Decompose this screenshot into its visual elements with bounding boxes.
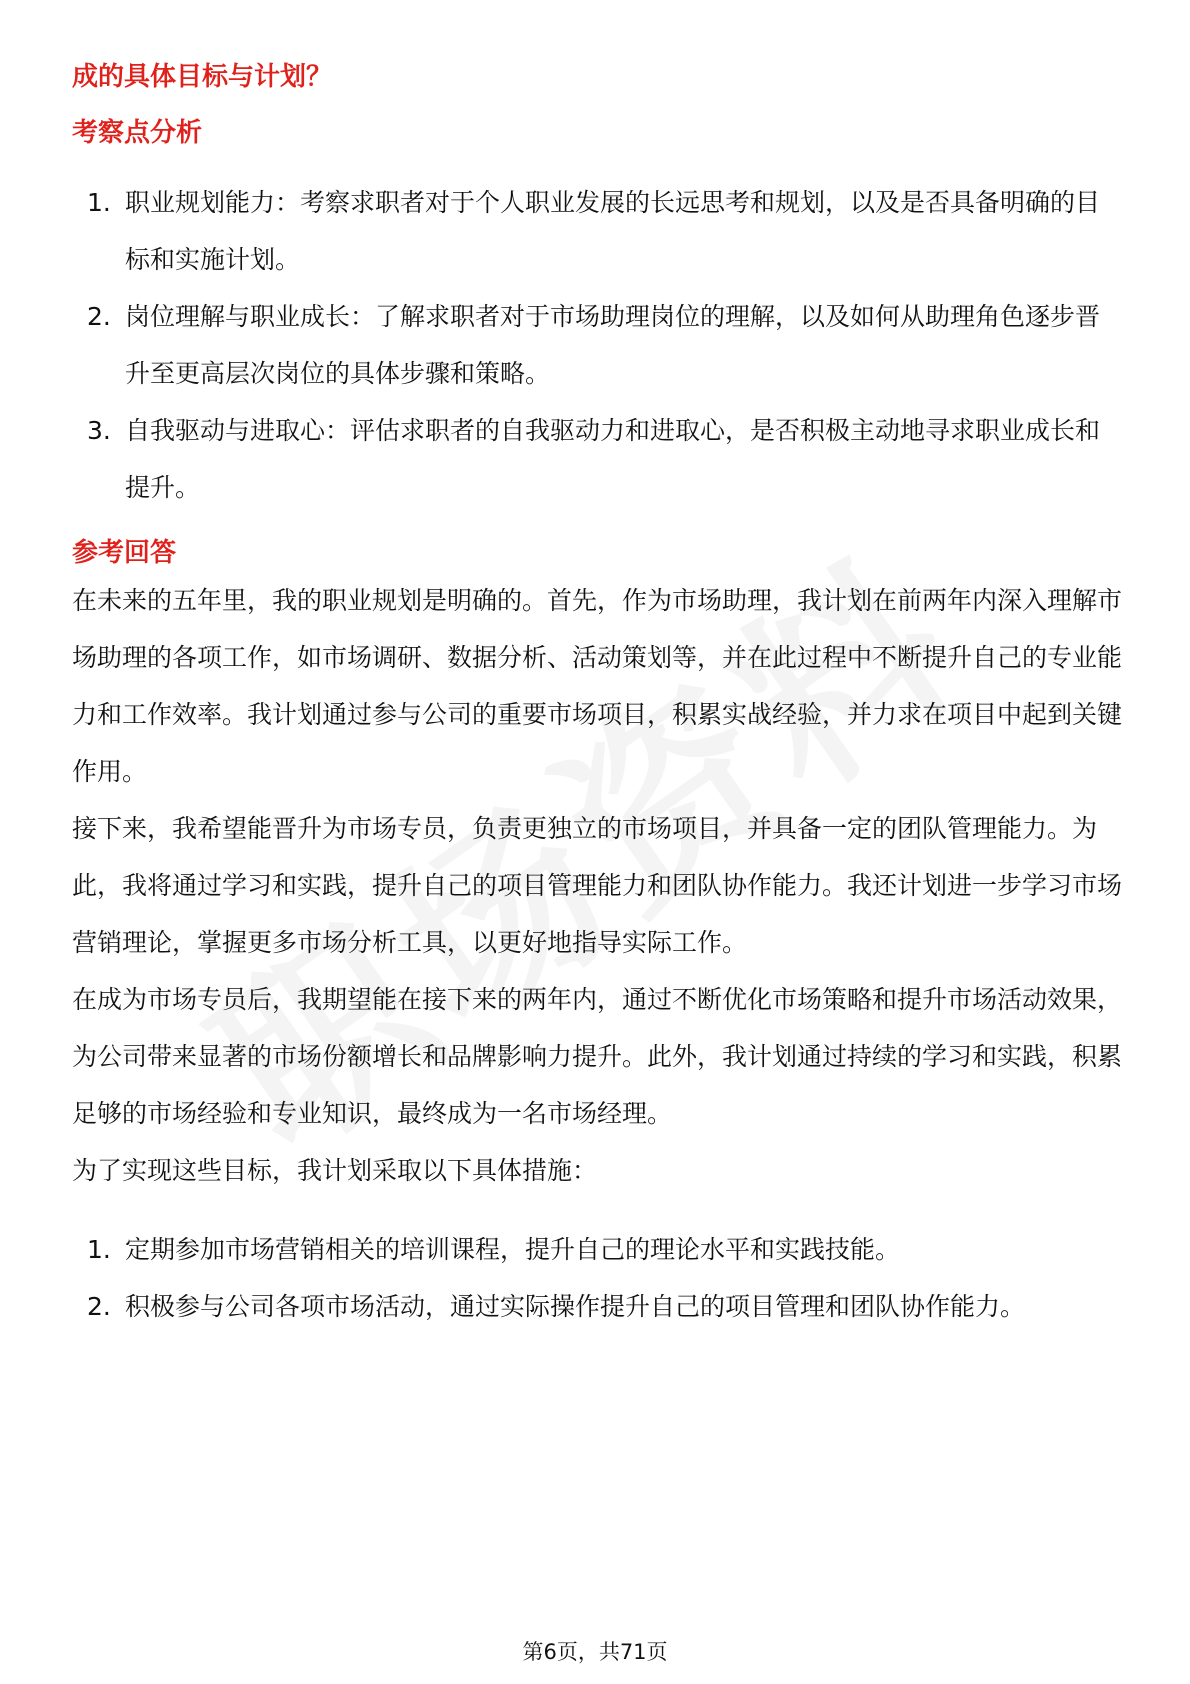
list-item-text: 职业规划能力：考察求职者对于个人职业发展的长远思考和规划，以及是否具备明确的目标和实施计划。 xyxy=(125,188,1101,274)
list-item-text: 自我驱动与进取心：评估求职者的自我驱动力和进取心，是否积极主动地寻求职业成长和提升。 xyxy=(125,416,1101,502)
answer-paragraph: 在成为市场专员后，我期望能在接下来的两年内，通过不断优化市场策略和提升市场活动效果，为公司带来显著的市场份额增长和品牌影响力提升。此外，我计划通过持续的学习和实践，积累足够的市场经验和专业知识，最终成为一名市场经理。 xyxy=(72,985,1123,1128)
list-item xyxy=(72,288,1122,402)
list-item-text: 定期参加市场营销相关的培训课程，提升自己的理论水平和实践技能。 xyxy=(125,1235,901,1264)
list-item xyxy=(72,402,1122,516)
answer-paragraph: 接下来，我希望能晋升为市场专员，负责更独立的市场项目，并具备一定的团队管理能力。为此，我将通过学习和实践，提升自己的项目管理能力和团队协作能力。我还计划进一步学习市场营销理论，掌握更多市场分析工具，以更好地指导实际工作。 xyxy=(72,814,1123,957)
page-content xyxy=(72,56,1122,1335)
list-item-number: 1. xyxy=(87,1235,111,1264)
answer-paragraph: 为了实现这些目标，我计划采取以下具体措施： xyxy=(72,1156,598,1185)
analysis-list xyxy=(72,174,1122,516)
list-item-text: 岗位理解与职业成长：了解求职者对于市场助理岗位的理解，以及如何从助理角色逐步晋升至更高层次岗位的具体步骤和策略。 xyxy=(125,302,1101,388)
analysis-heading: 考察点分析 xyxy=(72,118,203,148)
list-item xyxy=(72,1221,1122,1278)
list-item-number: 2. xyxy=(87,302,111,331)
list-item-text: 积极参与公司各项市场活动，通过实际操作提升自己的项目管理和团队协作能力。 xyxy=(125,1292,1026,1321)
page-footer: 第6页，共71页 xyxy=(522,1640,668,1664)
list-item-number: 2. xyxy=(87,1292,111,1321)
answer-heading: 参考回答 xyxy=(72,538,177,568)
list-item-number: 1. xyxy=(87,188,111,217)
question-title: 成的具体目标与计划？ xyxy=(72,62,333,92)
list-item xyxy=(72,174,1122,288)
list-item xyxy=(72,1278,1122,1335)
measures-list xyxy=(72,1221,1122,1335)
answer-paragraph: 在未来的五年里，我的职业规划是明确的。首先，作为市场助理，我计划在前两年内深入理解市场助理的各项工作，如市场调研、数据分析、活动策划等，并在此过程中不断提升自己的专业能力和工作效率。我计划通过参与公司的重要市场项目，积累实战经验，并力求在项目中起到关键作用。 xyxy=(72,586,1123,786)
list-item-number: 3. xyxy=(87,416,111,445)
